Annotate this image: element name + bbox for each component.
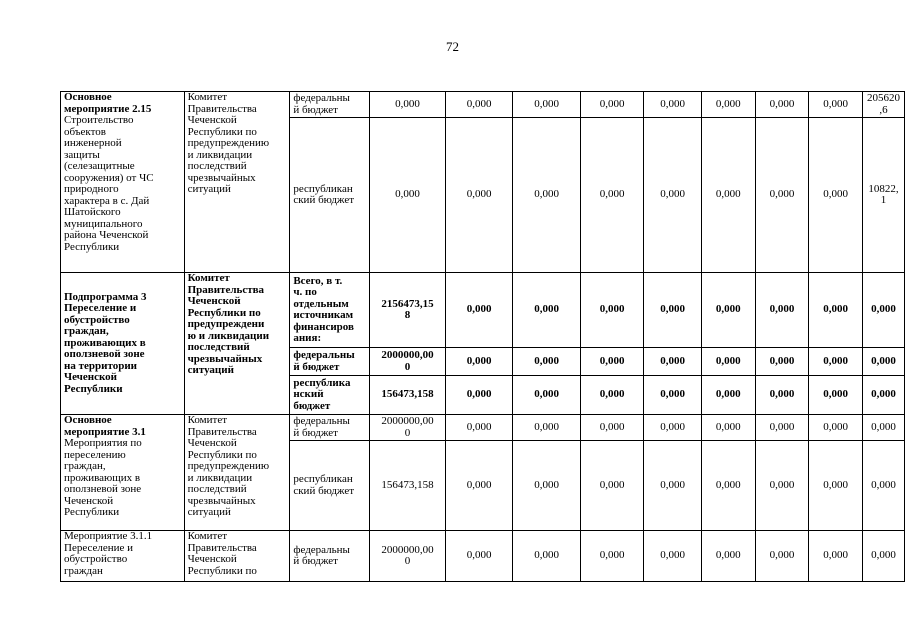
- value-cell: 0,000: [580, 441, 644, 531]
- page-number: 72: [446, 39, 459, 54]
- funding-source-line: бюджет: [293, 399, 331, 412]
- funding-source-line: Всего, в т.: [293, 274, 343, 287]
- total-amount-cell: [370, 441, 446, 531]
- value-cell: 0,000: [644, 92, 702, 118]
- total-amount-line: 2000000,00: [381, 349, 434, 361]
- activity-name-line: инженерной: [64, 137, 122, 149]
- value-cell: 0,000: [644, 531, 702, 582]
- total-amount-line: 0: [404, 426, 411, 439]
- value-cell: 0,000: [445, 441, 512, 531]
- value-cell: 0,000: [445, 92, 512, 118]
- value-cell: 0,000: [755, 415, 809, 441]
- total-amount-cell: [370, 376, 446, 415]
- total-amount-line: 156473,158: [381, 388, 434, 401]
- responsible-cell: [184, 92, 290, 273]
- funding-source-line: финансиров: [293, 320, 354, 333]
- table-row: [61, 92, 905, 118]
- responsible-line: и ликвидации: [187, 471, 253, 484]
- last-value-cell: [862, 376, 904, 415]
- responsible-line: предупреждению: [187, 460, 270, 472]
- last-value-cell: [862, 441, 904, 531]
- last-value-line: 10822,: [868, 182, 899, 195]
- value-cell: 0,000: [644, 273, 702, 348]
- last-value-line: 0,000: [871, 549, 896, 562]
- activity-name-line: (селезащитные: [64, 160, 135, 172]
- responsible-line: чрезвычайных: [187, 352, 263, 365]
- funding-source-line: федеральны: [293, 349, 355, 361]
- activity-name-line: проживающих в: [64, 336, 146, 349]
- value-cell: 0,000: [580, 415, 644, 441]
- value-cell: 0,000: [755, 531, 809, 582]
- value-cell: 0,000: [809, 376, 863, 415]
- value-cell: 0,000: [445, 273, 512, 348]
- value-cell: 0,000: [580, 118, 644, 273]
- activity-name-line: природного: [64, 183, 119, 195]
- activity-name-line: Республики: [64, 382, 123, 395]
- value-cell: 0,000: [513, 376, 580, 415]
- total-amount-cell: [370, 273, 446, 348]
- total-amount-line: 0,000: [395, 188, 420, 201]
- value-cell: 0,000: [513, 92, 580, 118]
- funding-source-line: й бюджет: [293, 555, 338, 567]
- activity-title-line: Основное: [64, 414, 112, 426]
- total-amount-line: 0: [404, 555, 411, 567]
- activity-name-line: Мероприятие 3.1.1: [64, 530, 153, 542]
- last-value-line: ,6: [879, 103, 888, 116]
- funding-source-cell: [290, 376, 370, 415]
- budget-table: [60, 91, 905, 582]
- funding-source-line: ч. по: [293, 286, 317, 298]
- responsible-cell: [184, 531, 290, 582]
- activity-name-cell: [61, 273, 185, 415]
- total-amount-cell: [370, 531, 446, 582]
- value-cell: 0,000: [580, 92, 644, 118]
- value-cell: 0,000: [755, 118, 809, 273]
- last-value-line: 205620: [866, 92, 900, 104]
- funding-source-line: ский бюджет: [293, 484, 355, 497]
- activity-name-line: Шатойского: [64, 206, 121, 218]
- value-cell: 0,000: [701, 118, 755, 273]
- last-value-cell: [862, 118, 904, 273]
- last-value-cell: [862, 348, 904, 376]
- total-amount-cell: [370, 118, 446, 273]
- activity-name-line: оползневой зоне: [64, 348, 145, 361]
- activity-name-line: Строительство: [64, 114, 134, 126]
- activity-name-line: Республики: [64, 240, 120, 253]
- value-cell: 0,000: [809, 441, 863, 531]
- value-cell: 0,000: [513, 118, 580, 273]
- value-cell: 0,000: [644, 348, 702, 376]
- activity-name-line: характера в с. Дай: [64, 194, 150, 207]
- value-cell: 0,000: [445, 531, 512, 582]
- responsible-cell: [184, 415, 290, 531]
- value-cell: 0,000: [513, 348, 580, 376]
- last-value-line: 0,000: [871, 388, 896, 401]
- activity-name-line: граждан,: [64, 325, 109, 338]
- responsible-line: Правительства: [187, 425, 257, 438]
- value-cell: 0,000: [580, 348, 644, 376]
- total-amount-line: 0,000: [395, 97, 420, 110]
- value-cell: 0,000: [701, 441, 755, 531]
- funding-source-line: республика: [293, 376, 351, 389]
- activity-name-line: Подпрограмма 3: [64, 290, 147, 303]
- value-cell: 0,000: [513, 415, 580, 441]
- funding-source-line: ания:: [293, 332, 322, 344]
- activity-name-line: Переселение и: [64, 541, 134, 554]
- responsible-line: Чеченской: [187, 114, 237, 126]
- value-cell: 0,000: [755, 348, 809, 376]
- responsible-line: последствий: [187, 483, 247, 495]
- last-value-cell: [862, 92, 904, 118]
- value-cell: 0,000: [755, 376, 809, 415]
- activity-name-line: Республики: [64, 506, 120, 518]
- total-amount-line: 8: [404, 309, 411, 321]
- value-cell: 0,000: [580, 273, 644, 348]
- activity-title-line: Основное: [64, 91, 112, 103]
- value-cell: 0,000: [809, 118, 863, 273]
- activity-name-line: переселению: [64, 448, 126, 461]
- total-amount-line: 0: [404, 360, 411, 373]
- responsible-line: Правительства: [187, 541, 257, 554]
- activity-name-line: Чеченской: [64, 494, 114, 507]
- funding-source-line: й бюджет: [293, 426, 338, 439]
- value-cell: 0,000: [701, 92, 755, 118]
- responsible-line: Комитет: [187, 414, 228, 426]
- activity-title-line: мероприятие 3.1: [64, 425, 146, 438]
- funding-source-line: ский бюджет: [293, 194, 355, 206]
- responsible-line: Комитет: [187, 91, 228, 103]
- responsible-line: Комитет: [187, 272, 230, 284]
- activity-name-cell: [61, 531, 185, 582]
- last-value-cell: [862, 415, 904, 441]
- responsible-line: Республики по: [187, 564, 257, 577]
- funding-source-cell: [290, 441, 370, 531]
- funding-source-line: республикан: [293, 473, 353, 485]
- last-value-line: 0,000: [871, 478, 896, 491]
- responsible-line: предупреждению: [187, 137, 270, 149]
- value-cell: 0,000: [644, 415, 702, 441]
- total-amount-line: 2156473,15: [381, 297, 434, 310]
- activity-name-line: граждан: [64, 564, 103, 577]
- value-cell: 0,000: [644, 118, 702, 273]
- value-cell: 0,000: [445, 118, 512, 273]
- last-value-line: 0,000: [871, 354, 896, 367]
- value-cell: 0,000: [701, 348, 755, 376]
- activity-name-line: района Чеченской: [64, 229, 149, 241]
- last-value-cell: [862, 531, 904, 582]
- funding-source-line: нский: [293, 388, 324, 401]
- last-value-line: 0,000: [871, 303, 896, 316]
- total-amount-cell: [370, 415, 446, 441]
- funding-source-line: федеральны: [293, 415, 350, 427]
- value-cell: 0,000: [580, 531, 644, 582]
- responsible-line: Республики по: [187, 125, 257, 138]
- funding-source-line: отдельным: [293, 297, 349, 310]
- table-row: [61, 415, 905, 441]
- activity-name-line: сооружения) от ЧС: [64, 171, 154, 184]
- value-cell: 0,000: [809, 348, 863, 376]
- funding-source-cell: [290, 273, 370, 348]
- responsible-line: Республики по: [187, 448, 257, 461]
- activity-name-line: объектов: [64, 125, 106, 138]
- activity-name-line: оползневой зоне: [64, 483, 142, 495]
- responsible-line: чрезвычайных: [187, 171, 256, 184]
- value-cell: 0,000: [445, 415, 512, 441]
- total-amount-line: 156473,158: [381, 478, 434, 491]
- responsible-cell: [184, 273, 290, 415]
- value-cell: 0,000: [701, 273, 755, 348]
- value-cell: 0,000: [809, 531, 863, 582]
- responsible-line: и ликвидации: [187, 148, 253, 161]
- responsible-line: последствий: [187, 160, 247, 172]
- table-row: [61, 531, 905, 582]
- responsible-line: чрезвычайных: [187, 494, 256, 507]
- activity-name-line: граждан,: [64, 460, 106, 472]
- activity-name-line: муниципального: [64, 217, 143, 230]
- value-cell: 0,000: [513, 531, 580, 582]
- value-cell: 0,000: [755, 273, 809, 348]
- responsible-line: ситуаций: [187, 183, 231, 195]
- value-cell: 0,000: [755, 441, 809, 531]
- responsible-line: ситуаций: [187, 506, 231, 518]
- activity-name-line: проживающих в: [64, 471, 141, 484]
- value-cell: 0,000: [445, 348, 512, 376]
- activity-name-cell: [61, 415, 185, 531]
- activity-name-line: обустройство: [64, 313, 130, 326]
- total-amount-cell: [370, 348, 446, 376]
- value-cell: 0,000: [513, 441, 580, 531]
- activity-name-line: обустройство: [64, 553, 128, 565]
- value-cell: 0,000: [644, 376, 702, 415]
- funding-source-cell: [290, 348, 370, 376]
- funding-source-line: республикан: [293, 182, 353, 195]
- total-amount-line: 2000000,00: [381, 415, 434, 427]
- responsible-line: последствий: [187, 341, 250, 353]
- funding-source-cell: [290, 118, 370, 273]
- funding-source-line: федеральны: [293, 92, 350, 104]
- value-cell: 0,000: [809, 415, 863, 441]
- responsible-line: Чеченской: [187, 553, 237, 565]
- value-cell: 0,000: [701, 415, 755, 441]
- table-row: [61, 273, 905, 348]
- activity-name-cell: [61, 92, 185, 273]
- last-value-line: 1: [880, 194, 887, 206]
- value-cell: 0,000: [644, 441, 702, 531]
- funding-source-line: федеральны: [293, 543, 350, 556]
- value-cell: 0,000: [755, 92, 809, 118]
- activity-name-line: на территории: [64, 359, 137, 372]
- activity-title-line: мероприятие 2.15: [64, 102, 152, 115]
- funding-source-cell: [290, 531, 370, 582]
- total-amount-line: 2000000,00: [381, 543, 434, 556]
- activity-name-line: защиты: [64, 148, 100, 161]
- value-cell: 0,000: [445, 376, 512, 415]
- last-value-line: 0,000: [871, 420, 896, 433]
- responsible-line: ситуаций: [187, 364, 234, 376]
- activity-name-line: Чеченской: [64, 371, 118, 384]
- responsible-line: предупреждени: [187, 318, 265, 330]
- value-cell: 0,000: [809, 273, 863, 348]
- activity-name-line: Мероприятия по: [64, 437, 142, 449]
- activity-name-line: Переселение и: [64, 302, 137, 315]
- responsible-line: Правительства: [187, 283, 265, 296]
- responsible-line: Республики по: [187, 306, 261, 319]
- responsible-line: Чеченской: [187, 437, 237, 449]
- funding-source-line: й бюджет: [293, 103, 338, 116]
- funding-source-cell: [290, 92, 370, 118]
- responsible-line: ю и ликвидации: [187, 329, 270, 342]
- funding-source-cell: [290, 415, 370, 441]
- responsible-line: Чеченской: [187, 295, 241, 307]
- funding-source-line: источникам: [293, 309, 354, 321]
- value-cell: 0,000: [701, 531, 755, 582]
- funding-source-line: й бюджет: [293, 360, 340, 373]
- responsible-line: Правительства: [187, 102, 257, 115]
- total-amount-cell: [370, 92, 446, 118]
- last-value-cell: [862, 273, 904, 348]
- responsible-line: Комитет: [187, 530, 228, 542]
- value-cell: 0,000: [580, 376, 644, 415]
- value-cell: 0,000: [809, 92, 863, 118]
- value-cell: 0,000: [513, 273, 580, 348]
- value-cell: 0,000: [701, 376, 755, 415]
